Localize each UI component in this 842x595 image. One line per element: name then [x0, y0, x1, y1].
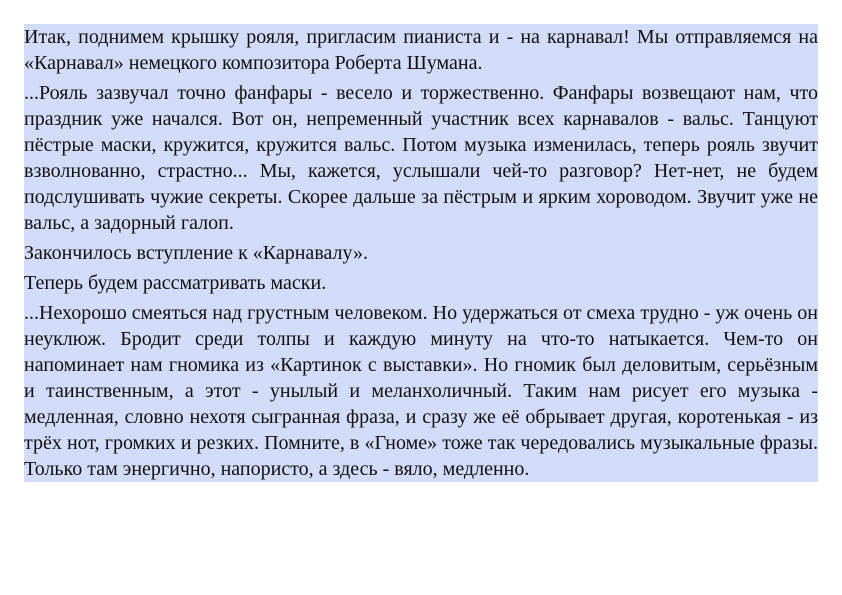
paragraph-intro: Итак, поднимем крышку рояля, пригласим пианиста и - на карнавал! Мы отправляемся на «Карнавал» немецкого композитора Роберта Шумана. — [24, 26, 818, 74]
paragraph-masks: Теперь будем рассматривать маски. — [24, 272, 327, 294]
paragraph-sad-man: ...Нехорошо смеяться над грустным человеком. Но удержаться от смеха трудно - уж очень он неуклюж. Бродит среди толпы и каждую минуту на что-то натыкается. Чем-то он напоминает нам гномика из «Картинок с выставки». Но гномик был деловитым, серьёзным и таинственным, а этот - унылый и меланхоличный. Таким нам рисует его музыка - медленная, словно нехотя сыгранная фраза, и сразу же её обрывает другая, коротенькая - из трёх нот, громких и резких. Помните, в «Гноме» тоже так чередовались музыкальные фразы. Только там энергично, напористо, а здесь - вяло, медленно. — [24, 302, 818, 480]
text-block — [24, 24, 818, 482]
paragraph-intro-end: Закончилось вступление к «Карнавалу». — [24, 242, 369, 264]
paragraph-fanfare-waltz: ...Рояль зазвучал точно фанфары - весело и торжественно. Фанфары возвещают нам, что праздник уже начался. Вот он, непременный участник всех карнавалов - вальс. Танцуют пёстрые маски, кружится, кружится вальс. Потом музыка изменилась, теперь рояль звучит взволнованно, страстно... Мы, кажется, услышали чей-то разговор? Нет-нет, не будем подслушивать чужие секреты. Скорее дальше за пёстрым и ярким хороводом. Звучит уже не вальс, а задорный галоп. — [24, 82, 818, 234]
